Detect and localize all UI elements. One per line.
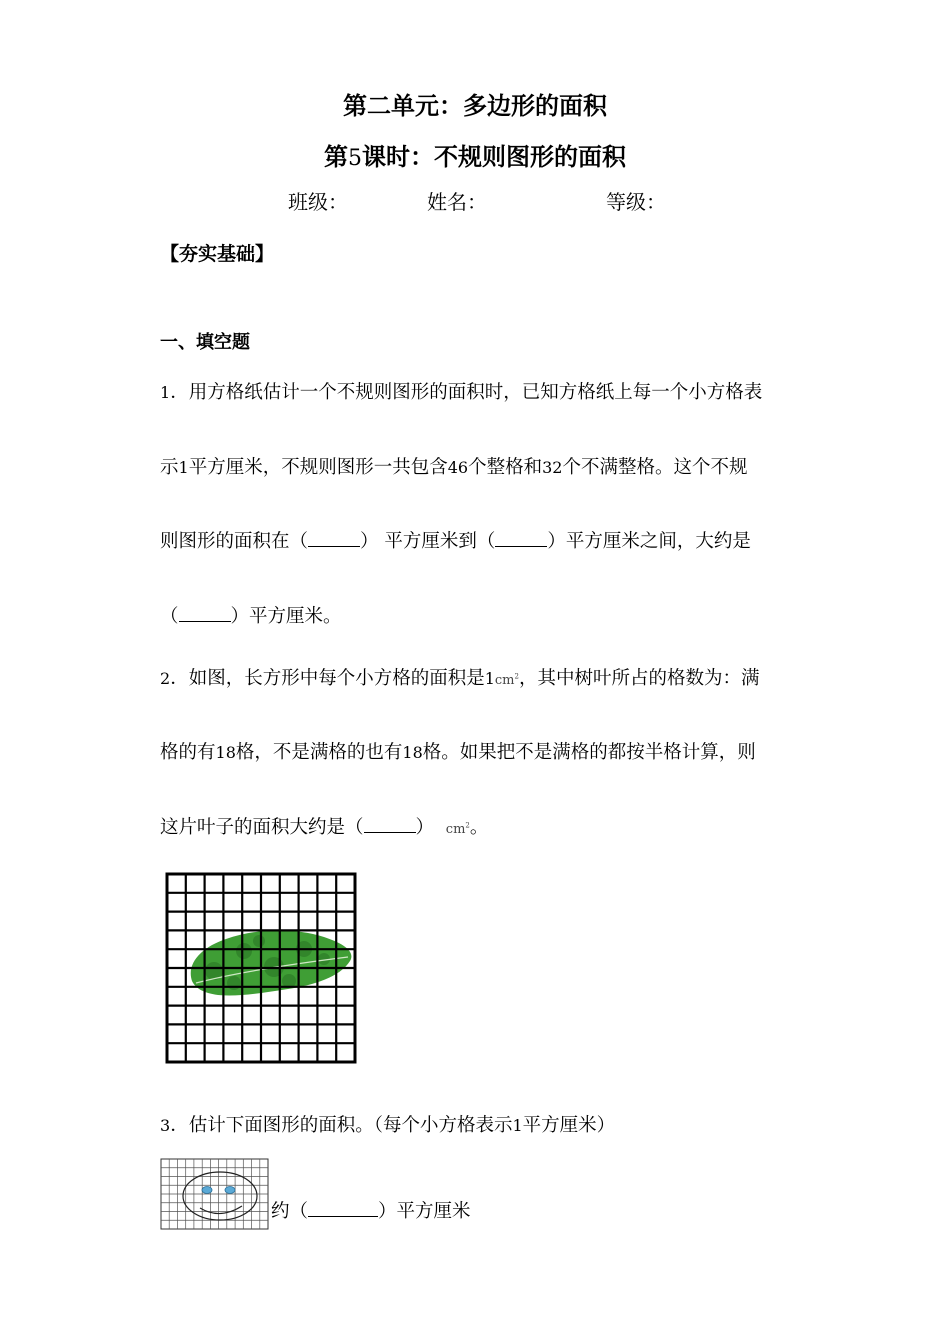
q3-text-1b: 平方厘米） — [522, 1115, 616, 1136]
leaf-grid-figure — [164, 871, 358, 1065]
q3-answer-b: ）平方厘米 — [378, 1201, 471, 1222]
q1-text-3b: ） 平方厘米到（ — [360, 531, 496, 552]
q2-num-partial: 18 — [402, 743, 423, 762]
class-label: 班级： — [288, 190, 348, 214]
lesson-title — [0, 137, 950, 172]
q2-num-one: 1 — [484, 669, 495, 688]
q2-number: 2 — [160, 669, 171, 688]
q1-num-partial: 32 — [542, 458, 563, 477]
fine-grid — [161, 1159, 268, 1229]
section-basics: 【夯实基础】 — [160, 243, 275, 265]
left-eye — [202, 1187, 212, 1194]
q2-unit-1: $cm^2$ — [494, 672, 519, 688]
q1-num-unit: 1 — [178, 458, 189, 477]
q1-blank-min[interactable] — [308, 532, 360, 547]
q3-num-one: 1 — [512, 1116, 523, 1135]
q3-answer-line — [271, 1197, 471, 1223]
lesson-title-suffix: 课时：不规则图形的面积 — [362, 143, 626, 171]
page-title: 第二单元：多边形的面积 — [343, 92, 607, 120]
q2-text-3a: 这片叶子的面积大约是（ — [160, 817, 364, 838]
q1-text-3a: 则图形的面积在（ — [160, 531, 309, 552]
right-eye — [225, 1187, 235, 1194]
q1-number: 1 — [160, 383, 171, 402]
q1-text-4a: （ — [160, 606, 179, 627]
q1-text-2a: 示 — [160, 457, 179, 478]
q3-answer-a: 约（ — [271, 1201, 309, 1222]
q1-line-3 — [160, 527, 751, 553]
q2-line-1 — [160, 664, 759, 690]
q2-line-3 — [160, 813, 488, 839]
q2-text-2c: 格。如果把不是满格的都按半格计算，则 — [422, 742, 756, 763]
q2-unit-2: $cm^2$ — [445, 821, 470, 837]
q1-text-3c: ）平方厘米之间，大约是 — [547, 531, 751, 552]
q1-line-4 — [160, 602, 342, 628]
q1-blank-approx[interactable] — [179, 607, 231, 622]
q3-blank-area[interactable] — [308, 1202, 378, 1217]
q1-blank-max[interactable] — [495, 532, 547, 547]
q2-blank-area[interactable] — [364, 818, 416, 833]
lesson-number: 5 — [348, 146, 362, 171]
q2-line-2 — [160, 738, 756, 764]
q1-text-2c: 个整格和 — [468, 457, 543, 478]
q2-text-2b: 格，不是满格的也有 — [235, 742, 403, 763]
square-grid — [167, 874, 355, 1062]
name-label: 姓名： — [427, 190, 487, 214]
q1-text-2d: 个不满整格。这个不规 — [562, 457, 748, 478]
q1-line-2 — [160, 453, 747, 479]
q2-text-1b: ，其中树叶所占的格数为：满 — [518, 668, 760, 689]
q1-line-1 — [160, 378, 762, 404]
q2-text-3b: ） — [415, 817, 435, 838]
section-fill-blank: 一、填空题 — [160, 332, 250, 353]
q1-text-2b: 平方厘米，不规则图形一共包含 — [188, 457, 448, 478]
grade-label: 等级： — [606, 190, 666, 214]
lesson-title-prefix: 第 — [324, 143, 348, 171]
q2-text-1a: ．如图，长方形中每个小方格的面积是 — [170, 668, 485, 689]
q3-number: 3 — [160, 1116, 171, 1135]
q1-num-whole: 46 — [447, 458, 469, 477]
q3-line-1 — [160, 1111, 615, 1137]
smiley-grid-figure — [160, 1158, 270, 1230]
q2-num-full: 18 — [215, 743, 236, 762]
q2-text-3c: 。 — [469, 817, 489, 838]
q1-text-1: ．用方格纸估计一个不规则图形的面积时，已知方格纸上每一个小方格表 — [170, 382, 763, 403]
q2-text-2a: 格的有 — [160, 742, 216, 763]
mouth — [200, 1206, 242, 1214]
q3-text-1a: ．估计下面图形的面积。（每个小方格表示 — [170, 1115, 513, 1136]
q1-text-4b: ）平方厘米。 — [230, 606, 342, 627]
